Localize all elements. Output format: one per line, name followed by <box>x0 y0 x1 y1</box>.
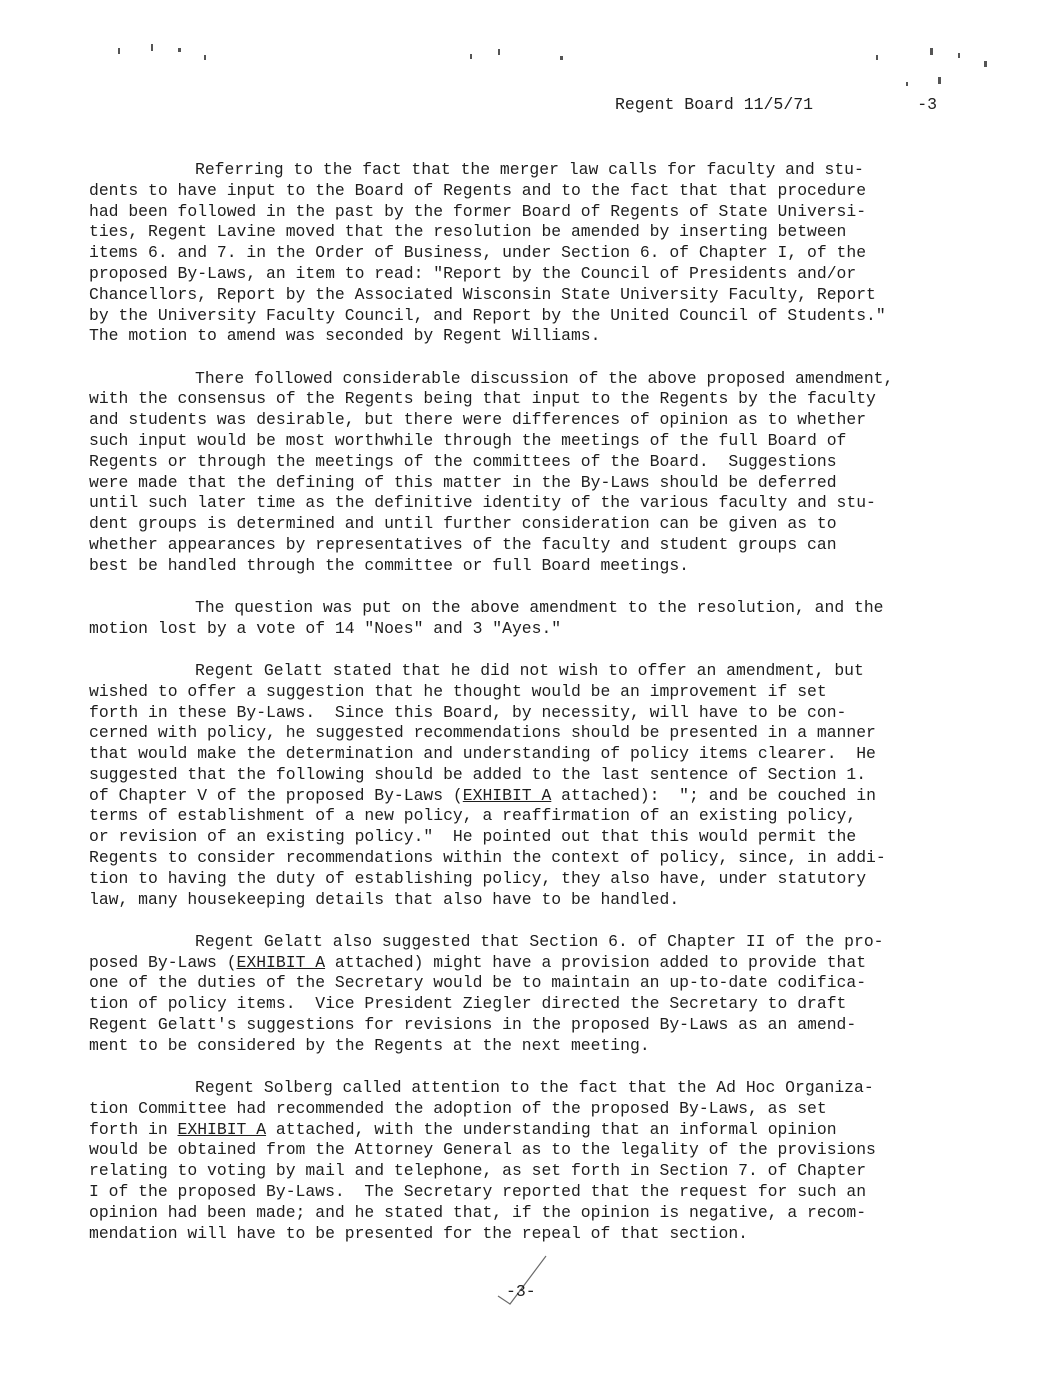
text-line: such input would be most worthwhile through the meetings of the full Board of <box>89 430 847 450</box>
text-line: relating to voting by mail and telephone, as set forth in Section 7. of Chapter <box>89 1161 867 1181</box>
text-line: that would make the determination and understanding of policy items clearer. He <box>89 744 876 764</box>
text-line: mendation will have to be presented for the repeal of that section. <box>89 1223 749 1243</box>
text-line: law, many housekeeping details that also have to be handled. <box>89 889 680 909</box>
text-line: best be handled through the committee or full Board meetings. <box>89 555 689 575</box>
exhibit-reference: EXHIBIT A <box>177 1119 267 1139</box>
exhibit-reference: EXHIBIT A <box>236 952 326 972</box>
text-line: dent groups is determined and until further consideration can be given as to <box>89 514 837 534</box>
text-line: dents to have input to the Board of Regents and to the fact that that procedure <box>89 180 867 200</box>
text-line: of Chapter V of the proposed By-Laws (EXHIBIT A attached): "; and be couched in <box>89 785 876 805</box>
exhibit-reference: EXHIBIT A <box>462 785 552 805</box>
memo-body <box>89 160 939 1266</box>
page-footer: -3- <box>506 1282 536 1301</box>
text-line: ment to be considered by the Regents at the next meeting. <box>89 1035 650 1055</box>
text-line: tion to having the duty of establishing policy, they also have, under statutory <box>89 868 867 888</box>
text-line: posed By-Laws (EXHIBIT A attached) might have a provision added to provide that <box>89 952 867 972</box>
text-line: tion Committee had recommended the adoption of the proposed By-Laws, as set <box>89 1098 827 1118</box>
text-line: whether appearances by representatives of the faculty and student groups can <box>89 534 837 554</box>
text-line: and students was desirable, but there were differences of opinion as to whether <box>89 410 867 430</box>
paragraph-discussion <box>89 369 939 577</box>
text-line: Referring to the fact that the merger law calls for faculty and stu- <box>195 160 864 179</box>
text-line: The motion to amend was seconded by Regent Williams. <box>89 326 601 346</box>
text-line: forth in these By-Laws. Since this Board, by necessity, will have to be con- <box>89 702 847 722</box>
text-line: were made that the defining of this matter in the By-Laws should be deferred <box>89 472 837 492</box>
scan-specks <box>0 0 1051 100</box>
text-line: one of the duties of the Secretary would be to maintain an up-to-date codifica- <box>89 973 867 993</box>
text-line: Regents or through the meetings of the committees of the Board. Suggestions <box>89 451 837 471</box>
text-line: until such later time as the definitive identity of the various faculty and stu- <box>89 493 876 513</box>
text-line: cerned with policy, he suggested recommendations should be presented in a manner <box>89 723 876 743</box>
text-line: ties, Regent Lavine moved that the resolution be amended by inserting between <box>89 222 847 242</box>
text-line: The question was put on the above amendment to the resolution, and the <box>195 597 884 617</box>
text-line: would be obtained from the Attorney General as to the legality of the provisions <box>89 1140 876 1160</box>
text-line: had been followed in the past by the former Board of Regents of State Universi- <box>89 201 867 221</box>
text-line: Regent Gelatt's suggestions for revisions in the proposed By-Laws as an amend- <box>89 1015 857 1035</box>
text-line: opinion had been made; and he stated that, if the opinion is negative, a recom- <box>89 1202 867 1222</box>
text-line: motion lost by a vote of 14 "Noes" and 3 "Ayes." <box>89 618 562 638</box>
text-line: Regents to consider recommendations within the context of policy, since, in addi- <box>89 848 886 868</box>
text-line: or revision of an existing policy." He pointed out that this would permit the <box>89 827 857 847</box>
header-page-number: -3 <box>917 95 937 114</box>
text-line: There followed considerable discussion of the above proposed amendment, <box>195 368 894 388</box>
text-line: proposed By-Laws, an item to read: "Report by the Council of Presidents and/or <box>89 263 857 283</box>
text-line: terms of establishment of a new policy, a reaffirmation of an existing policy, <box>89 806 857 826</box>
text-line: suggested that the following should be added to the last sentence of Section 1. <box>89 764 867 784</box>
text-line: by the University Faculty Council, and Report by the United Council of Students." <box>89 305 886 325</box>
text-line: Regent Gelatt stated that he did not wish to offer an amendment, but <box>195 660 864 680</box>
paragraph-solberg-attention <box>89 1078 939 1244</box>
page-header <box>615 95 937 114</box>
text-line: Chancellors, Report by the Associated Wisconsin State University Faculty, Report <box>89 284 876 304</box>
text-line: items 6. and 7. in the Order of Business, under Section 6. of Chapter I, of the <box>89 243 867 263</box>
text-line: with the consensus of the Regents being that input to the Regents by the faculty <box>89 389 876 409</box>
header-title: Regent Board 11/5/71 <box>615 95 814 114</box>
text-line: wished to offer a suggestion that he thought would be an improvement if set <box>89 681 827 701</box>
text-line: forth in EXHIBIT A attached, with the understanding that an informal opinion <box>89 1119 837 1139</box>
paragraph-lavine-motion <box>89 160 939 347</box>
text-line: tion of policy items. Vice President Ziegler directed the Secretary to draft <box>89 994 847 1014</box>
text-line: I of the proposed By-Laws. The Secretary reported that the request for such an <box>89 1182 867 1202</box>
text-line: Regent Solberg called attention to the fact that the Ad Hoc Organiza- <box>195 1078 874 1098</box>
text-line: Regent Gelatt also suggested that Section 6. of Chapter II of the pro- <box>195 931 884 951</box>
paragraph-gelatt-suggestion <box>89 661 939 911</box>
paragraph-codification <box>89 932 939 1057</box>
paragraph-vote-result <box>89 598 939 640</box>
